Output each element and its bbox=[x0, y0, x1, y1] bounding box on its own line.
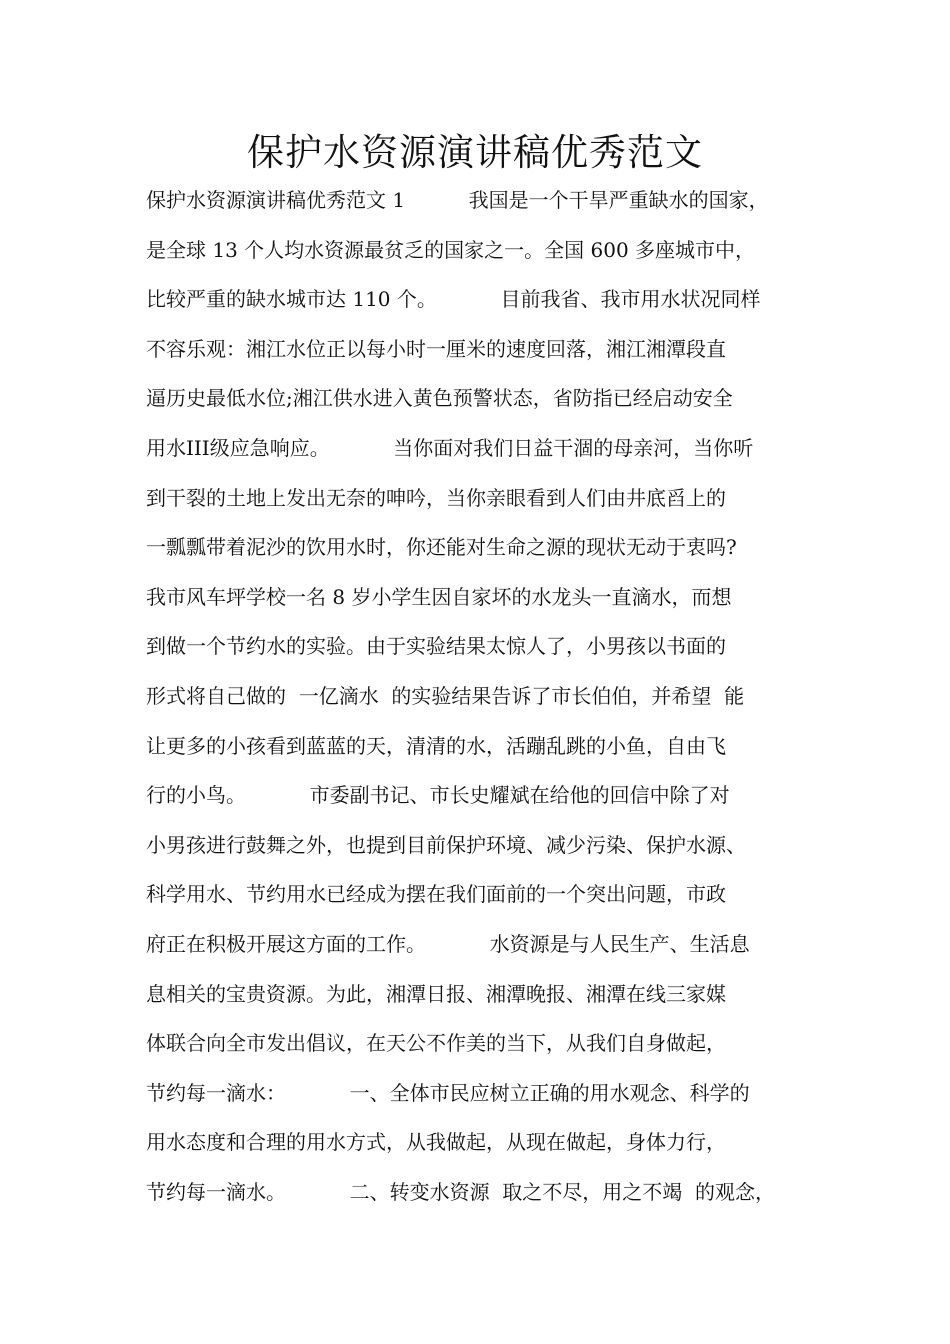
body-line: 节约每一滴水。 二、转变水资源 取之不尽，用之不竭 的观念， bbox=[146, 1179, 776, 1204]
body-line: 一瓢瓢带着泥沙的饮用水时，你还能对生命之源的现状无动于衷吗? bbox=[146, 535, 737, 560]
body-line: 形式将自己做的 一亿滴水 的实验结果告诉了市长伯伯，并希望 能 bbox=[146, 683, 745, 708]
document-body bbox=[146, 176, 826, 1217]
body-line: 到干裂的土地上发出无奈的呻吟，当你亲眼看到人们由井底舀上的 bbox=[146, 485, 726, 510]
body-line: 行的小鸟。 市委副书记、市长史耀斌在给他的回信中除了对 bbox=[146, 783, 730, 808]
body-line: 保护水资源演讲稿优秀范文 1 我国是一个干旱严重缺水的国家， bbox=[146, 188, 769, 212]
body-line: 小男孩进行鼓舞之外，也提到目前保护环境、减少污染、保护水源、 bbox=[146, 832, 746, 857]
body-line: 不容乐观：湘江水位正以每小时一厘米的速度回落，湘江湘潭段直 bbox=[146, 336, 726, 361]
body-line: 体联合向全市发出倡议，在天公不作美的当下，从我们自身做起， bbox=[146, 1031, 726, 1056]
body-line: 让更多的小孩看到蓝蓝的天，清清的水，活蹦乱跳的小鱼，自由飞 bbox=[146, 733, 726, 758]
body-line: 节约每一滴水： 一、全体市民应树立正确的用水观念、科学的 bbox=[146, 1080, 750, 1105]
body-line: 科学用水、节约用水已经成为摆在我们面前的一个突出问题，市政 bbox=[146, 882, 726, 907]
document-title: 保护水资源演讲稿优秀范文 bbox=[247, 131, 703, 174]
body-line: 府正在积极开展这方面的工作。 水资源是与人民生产、生活息 bbox=[146, 931, 750, 956]
body-line: 用水态度和合理的用水方式，从我做起，从现在做起，身体力行， bbox=[146, 1130, 726, 1155]
body-line: 到做一个节约水的实验。由于实验结果太惊人了，小男孩以书面的 bbox=[146, 634, 726, 659]
body-line: 逼历史最低水位;湘江供水进入黄色预警状态，省防指已经启动安全 bbox=[146, 386, 733, 411]
body-line: 是全球 13 个人均水资源最贫乏的国家之一。全国 600 多座城市中， bbox=[146, 237, 756, 262]
body-line: 息相关的宝贵资源。为此，湘潭日报、湘潭晚报、湘潭在线三家媒 bbox=[146, 981, 726, 1006]
body-line: 我市风车坪学校一名 8 岁小学生因自家坏的水龙头一直滴水，而想 bbox=[146, 584, 732, 609]
body-line: 比较严重的缺水城市达 110 个。 目前我省、我市用水状况同样 bbox=[146, 287, 761, 312]
body-line: 用水III级应急响应。 当你面对我们日益干涸的母亲河，当你听 bbox=[146, 435, 754, 460]
